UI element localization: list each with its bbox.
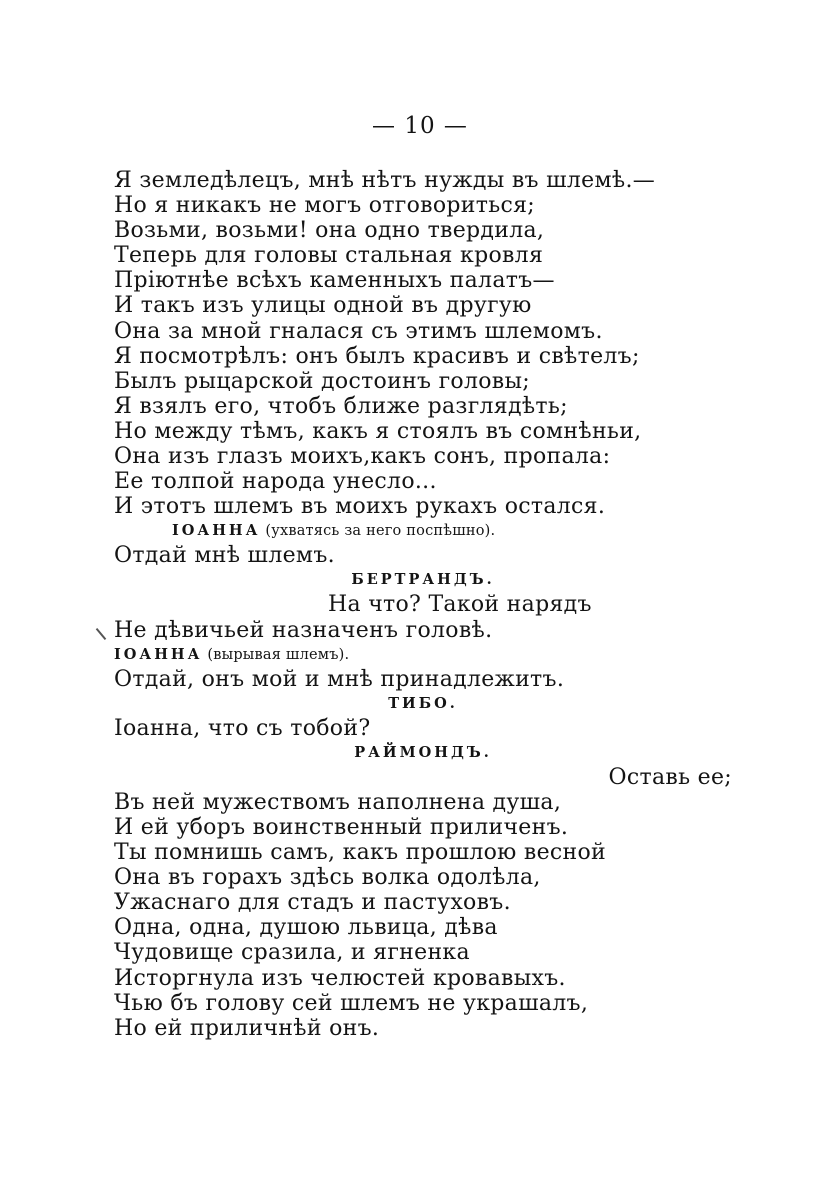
verse-line: Но я никакъ не могъ отговориться;: [114, 193, 536, 219]
verse-line: И этотъ шлемъ въ моихъ рукахъ остался.: [114, 494, 606, 520]
verse-line: Исторгнула изъ челюстей кровавыхъ.: [114, 965, 566, 991]
stage-direction: (ухватясь за него поспѣшно).: [265, 523, 496, 540]
verse-line: Ужаснаго для стадъ и пастуховъ.: [114, 890, 511, 916]
speaker-heading: [114, 643, 732, 667]
verse-line: Теперь для головы стальная кровля: [114, 243, 544, 269]
verse-line: Ты помнишь самъ, какъ прошлою весной: [114, 840, 606, 866]
speaker-name: РАЙМОНДЪ.: [354, 743, 492, 761]
speaker-name: ІОАННА: [172, 522, 261, 540]
verse-line: Возьми, возьми! она одно твердила,: [114, 218, 545, 244]
verse-line: Въ ней мужествомъ наполнена душа,: [114, 789, 562, 815]
verse-line: Но между тѣмъ, какъ я стоялъ въ сомнѣньи,: [114, 418, 642, 444]
verse-line: Она изъ глазъ моихъ,какъ сонъ, пропала:: [114, 444, 611, 470]
speaker-name: БЕРТРАНДЪ.: [351, 571, 495, 589]
verse-line: Отдай мнѣ шлемъ.: [114, 543, 335, 569]
verse-line: Былъ рыцарской достоинъ головы;: [114, 368, 530, 394]
verse-line: Я земледѣлецъ, мнѣ нѣтъ нужды въ шлемѣ.—: [114, 168, 656, 193]
verse-line: Іоанна, что съ тобой?: [114, 715, 371, 741]
page-number: — 10 —: [372, 113, 468, 139]
speaker-name: ІОАННА: [114, 645, 203, 663]
verse-line: Пріютнѣе всѣхъ каменныхъ палатъ—: [114, 268, 555, 294]
verse-line: Она въ горахъ здѣсь волка одолѣла,: [114, 865, 541, 891]
verse-line: Я взялъ его, чтобъ ближе разглядѣть;: [114, 393, 568, 419]
play-text: [114, 168, 732, 1041]
verse-line: Ее толпой народа унесло...: [114, 469, 437, 495]
verse-line: Оставь ее;: [608, 764, 732, 790]
speaker-heading: [114, 519, 732, 543]
verse-line: Чью бъ голову сей шлемъ не украшалъ,: [114, 990, 589, 1016]
verse-line: Одна, одна, душою львица, дѣва: [114, 915, 498, 941]
verse-line: Но ей приличнѣй онъ.: [114, 1015, 380, 1041]
stage-direction: (вырывая шлемъ).: [207, 646, 350, 663]
verse-line: И такъ изъ улицы одной въ другую: [114, 293, 532, 319]
verse-line: На что? Такой нарядъ: [328, 592, 592, 618]
verse-line: Отдай, онъ мой и мнѣ принадлежитъ.: [114, 666, 565, 692]
verse-line: Не дѣвичьей назначенъ головѣ.: [114, 617, 493, 643]
verse-line: Чудовище сразила, и ягненка: [114, 940, 470, 966]
print-speck: [96, 628, 107, 640]
speaker-name: ТИБО.: [388, 694, 458, 712]
verse-line: И ей уборъ воинственный приличенъ.: [114, 814, 569, 840]
verse-line: Она за мной гналася съ этимъ шлемомъ.: [114, 318, 603, 344]
verse-line: Я посмотрѣлъ: онъ былъ красивъ и свѣтелъ;: [114, 343, 640, 369]
